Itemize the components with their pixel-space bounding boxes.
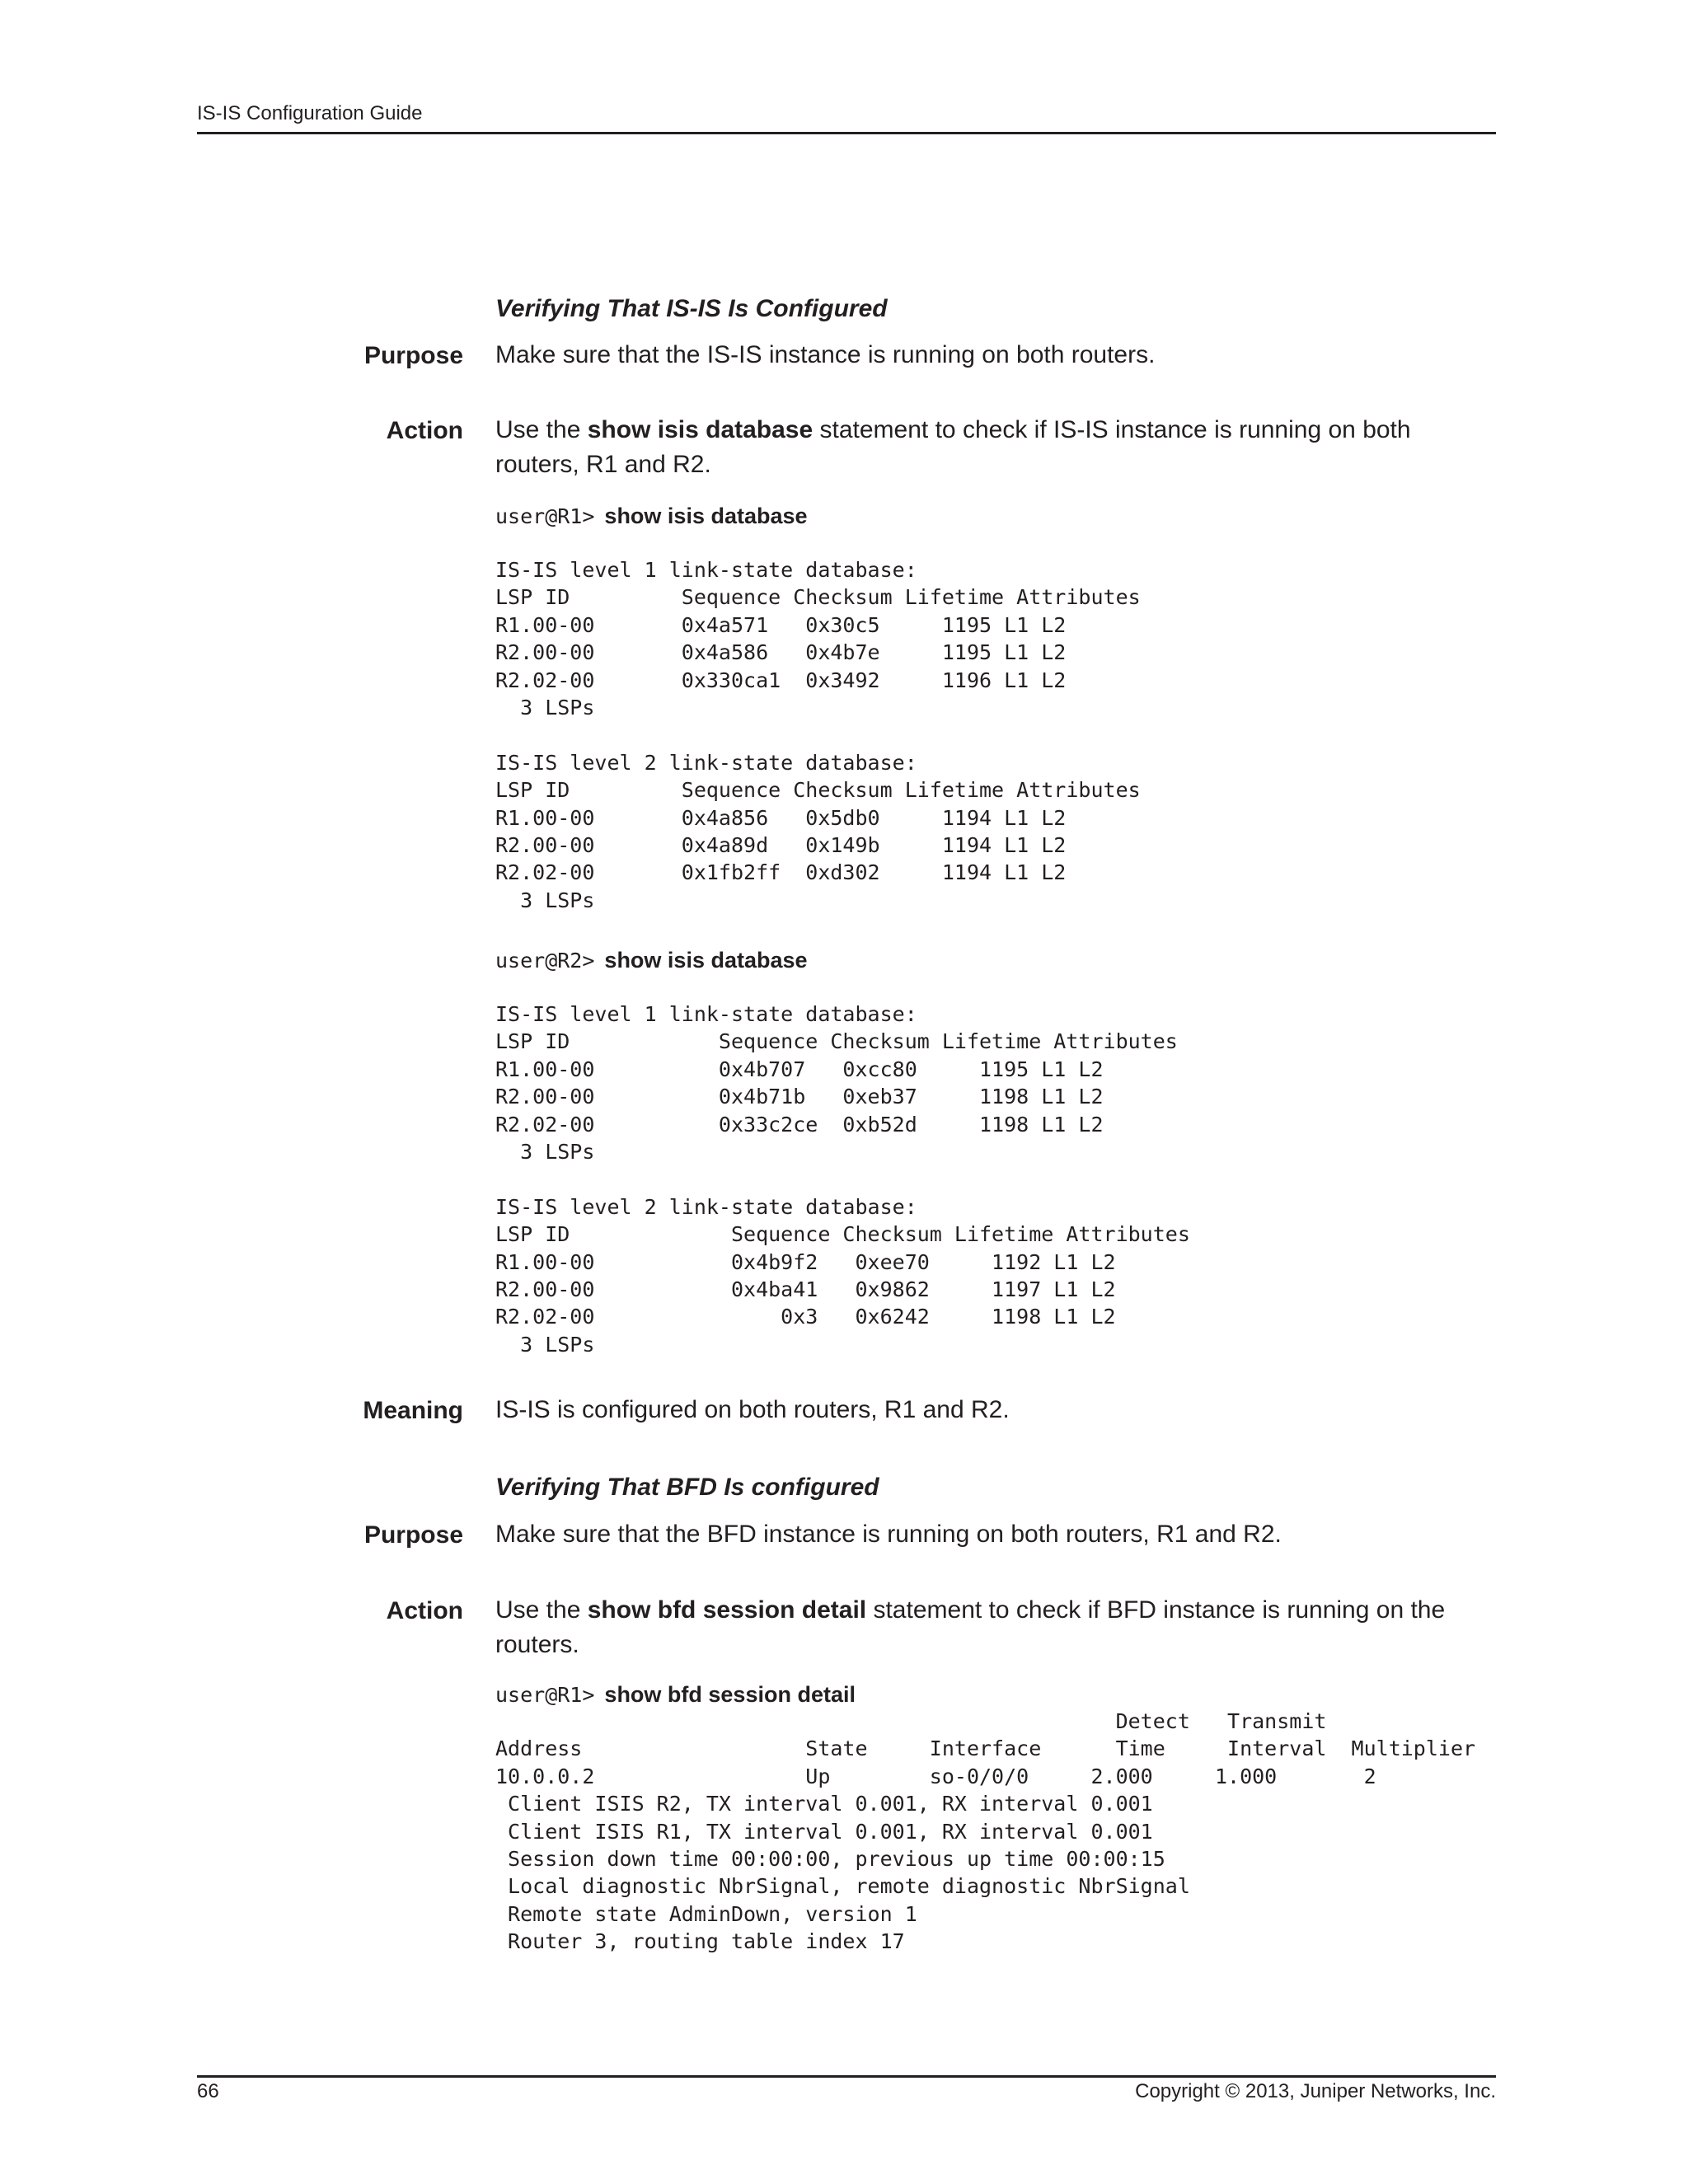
copyright: Copyright © 2013, Juniper Networks, Inc. xyxy=(1135,2080,1496,2102)
action-label: Action xyxy=(386,1597,463,1624)
command-name: show isis database xyxy=(587,416,814,443)
cli-command: show isis database xyxy=(604,948,808,972)
meaning-label: Meaning xyxy=(363,1397,463,1424)
command-name: show bfd session detail xyxy=(587,1596,867,1624)
section-heading-bfd: Verifying That BFD Is configured xyxy=(495,1474,879,1501)
cli-command-line xyxy=(495,1682,856,1708)
purpose-label: Purpose xyxy=(363,342,463,369)
purpose-text: Make sure that the IS-IS instance is running on both routers. xyxy=(495,341,1156,368)
cli-command: show isis database xyxy=(604,504,808,528)
cli-command: show bfd session detail xyxy=(604,1682,856,1707)
action-label: Action xyxy=(386,417,463,444)
action-text: Use the show isis database statement to check if IS-IS instance is running on both routers, R1 and R2. xyxy=(495,416,1411,478)
purpose-text: Make sure that the BFD instance is running on both routers, R1 and R2. xyxy=(495,1521,1282,1548)
cli-command-line xyxy=(495,504,808,529)
cli-prompt: user@R1> xyxy=(495,504,595,528)
cli-prompt: user@R1> xyxy=(495,1683,595,1707)
running-header: IS-IS Configuration Guide xyxy=(197,102,423,124)
meaning-text: IS-IS is configured on both routers, R1 and R2. xyxy=(495,1396,1010,1423)
cli-command-line xyxy=(495,948,808,973)
purpose-label: Purpose xyxy=(363,1521,463,1549)
cli-output-r2: IS-IS level 1 link-state database: LSP ID Sequence Checksum Lifetime Attributes R1.00-00 0x4b707 0xcc80 1195 L1 L2 R2.00-00 0x4b71b 0xeb37 1198 L1 L2 R2.02-00 0x33c2ce 0xb52d 1198 L1 L2 3 LSPs IS-IS level 2 link-state database: LSP ID Sequence Checksum Lifetime Attributes R1.00-00 0x4b9f2 0xee70 1192 L1 L2 R2.00-00 0x4ba41 0x9862 1197 L1 L2 R2.02-00 0x3 0x6242 1198 L1 L2 3 LSPs xyxy=(495,1002,1190,1357)
footer-rule xyxy=(197,2075,1496,2078)
cli-output-r1: IS-IS level 1 link-state database: LSP ID Sequence Checksum Lifetime Attributes R1.00-00 0x4a571 0x30c5 1195 L1 L2 R2.00-00 0x4a586 0x4b7e 1195 L1 L2 R2.02-00 0x330ca1 0x3492 1196 L1 L2 3 LSPs IS-IS level 2 link-state database: LSP ID Sequence Checksum Lifetime Attributes R1.00-00 0x4a856 0x5db0 1194 L1 L2 R2.00-00 0x4a89d 0x149b 1194 L1 L2 R2.02-00 0x1fb2ff 0xd302 1194 L1 L2 3 LSPs xyxy=(495,558,1141,912)
cli-output-bfd: Detect Transmit Address State Interface Time Interval Multiplier 10.0.0.2 Up so-0/0/0 2.000 1.000 2 Client ISIS R2, TX interval 0.001, RX interval 0.001 Client ISIS R1, TX interval 0.001, RX interval 0.001 Session down time 00:00:00, previous up time 00:00:15 Local diagnostic NbrSignal, remote diagnostic NbrSignal Remote state AdminDown, version 1 Router 3, routing table index 17 xyxy=(495,1709,1476,1954)
action-text: Use the show bfd session detail statement to check if BFD instance is running on the routers. xyxy=(495,1596,1446,1658)
section-heading-isis: Verifying That IS-IS Is Configured xyxy=(495,295,888,322)
header-rule xyxy=(197,132,1496,134)
cli-prompt: user@R2> xyxy=(495,949,595,972)
page-number: 66 xyxy=(197,2080,219,2102)
